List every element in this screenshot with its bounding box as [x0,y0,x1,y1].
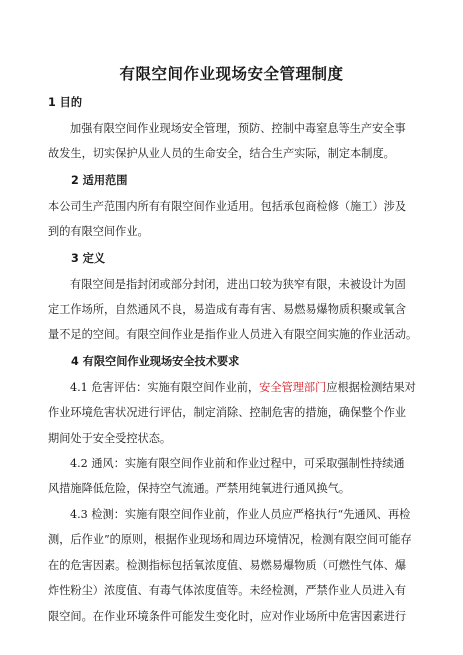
paragraph-line: 风措施降低危险，保持空气流通。严禁用纯氧进行通风换气。 [48,482,351,496]
text-prefix: 4.1 危害评估：实施有限空间作业前， [70,380,260,394]
document-title: 有限空间作业现场安全管理制度 [119,65,344,83]
paragraph-line [48,375,420,400]
text-suffix: 应根据检测结果对 [326,380,416,394]
paragraph-line: 测，后作业”的原则，根据作业现场和周边环境情况，检测有限空间可能存 [48,533,412,547]
paragraph-line: 4.2 通风：实施有限空间作业前和作业过程中，可采取强制性持续通 [70,457,405,471]
paragraph-line: 4.3 检测：实施有限空间作业前，作业人员应严格执行“先通风、再检 [70,507,411,521]
section-requirements-text [48,375,420,629]
paragraph-line: 期间处于安全受控状态。 [48,431,172,445]
paragraph-line: 量不足的空间。有限空间作业是指作业人员进入有限空间实施的作业活动。 [48,328,418,342]
paragraph-line: 加强有限空间作业现场安全管理，预防、控制中毒窒息等生产安全事 [70,122,406,135]
section-heading-scope: 2 适用范围 [71,173,128,187]
highlighted-department: 安全管理部门 [259,380,327,394]
section-heading-purpose: 1 目的 [48,96,83,109]
paragraph-line: 本公司生产范围内所有有限空间作业适用。包括承包商检修（施工）涉及 [48,199,407,213]
paragraph-line: 定工作场所，自然通风不良，易造成有毒有害、易燃易爆物质积聚或氧含 [48,303,407,317]
paragraph-line: 作业环境危害状况进行评估，制定消除、控制危害的措施，确保整个作业 [48,406,407,420]
paragraph-line: 在的危害因素。检测指标包括氧浓度值、易燃易爆物质（可燃性气体、爆 [48,558,407,572]
section-definition-text [48,272,420,348]
section-scope-text [48,194,420,245]
paragraph-line: 故发生，切实保护从业人员的生命安全，结合生产实际，制定本制度。 [48,147,395,161]
paragraph-line: 限空间。在作业环境条件可能发生变化时，应对作业场所中危害因素进行 [48,609,407,623]
paragraph-line: 到的有限空间作业。 [48,225,149,239]
document-body [48,95,420,629]
section-purpose-text [48,116,420,167]
section-heading-requirements: 4 有限空间作业现场安全技术要求 [71,354,240,368]
paragraph-line: 有限空间是指封闭或部分封闭，进出口较为狭窄有限，未被设计为固 [70,277,406,291]
paragraph-line: 炸性粉尘）浓度值、有毒气体浓度值等。未经检测，严禁作业人员进入有 [48,584,407,598]
section-heading-definition: 3 定义 [71,251,106,265]
